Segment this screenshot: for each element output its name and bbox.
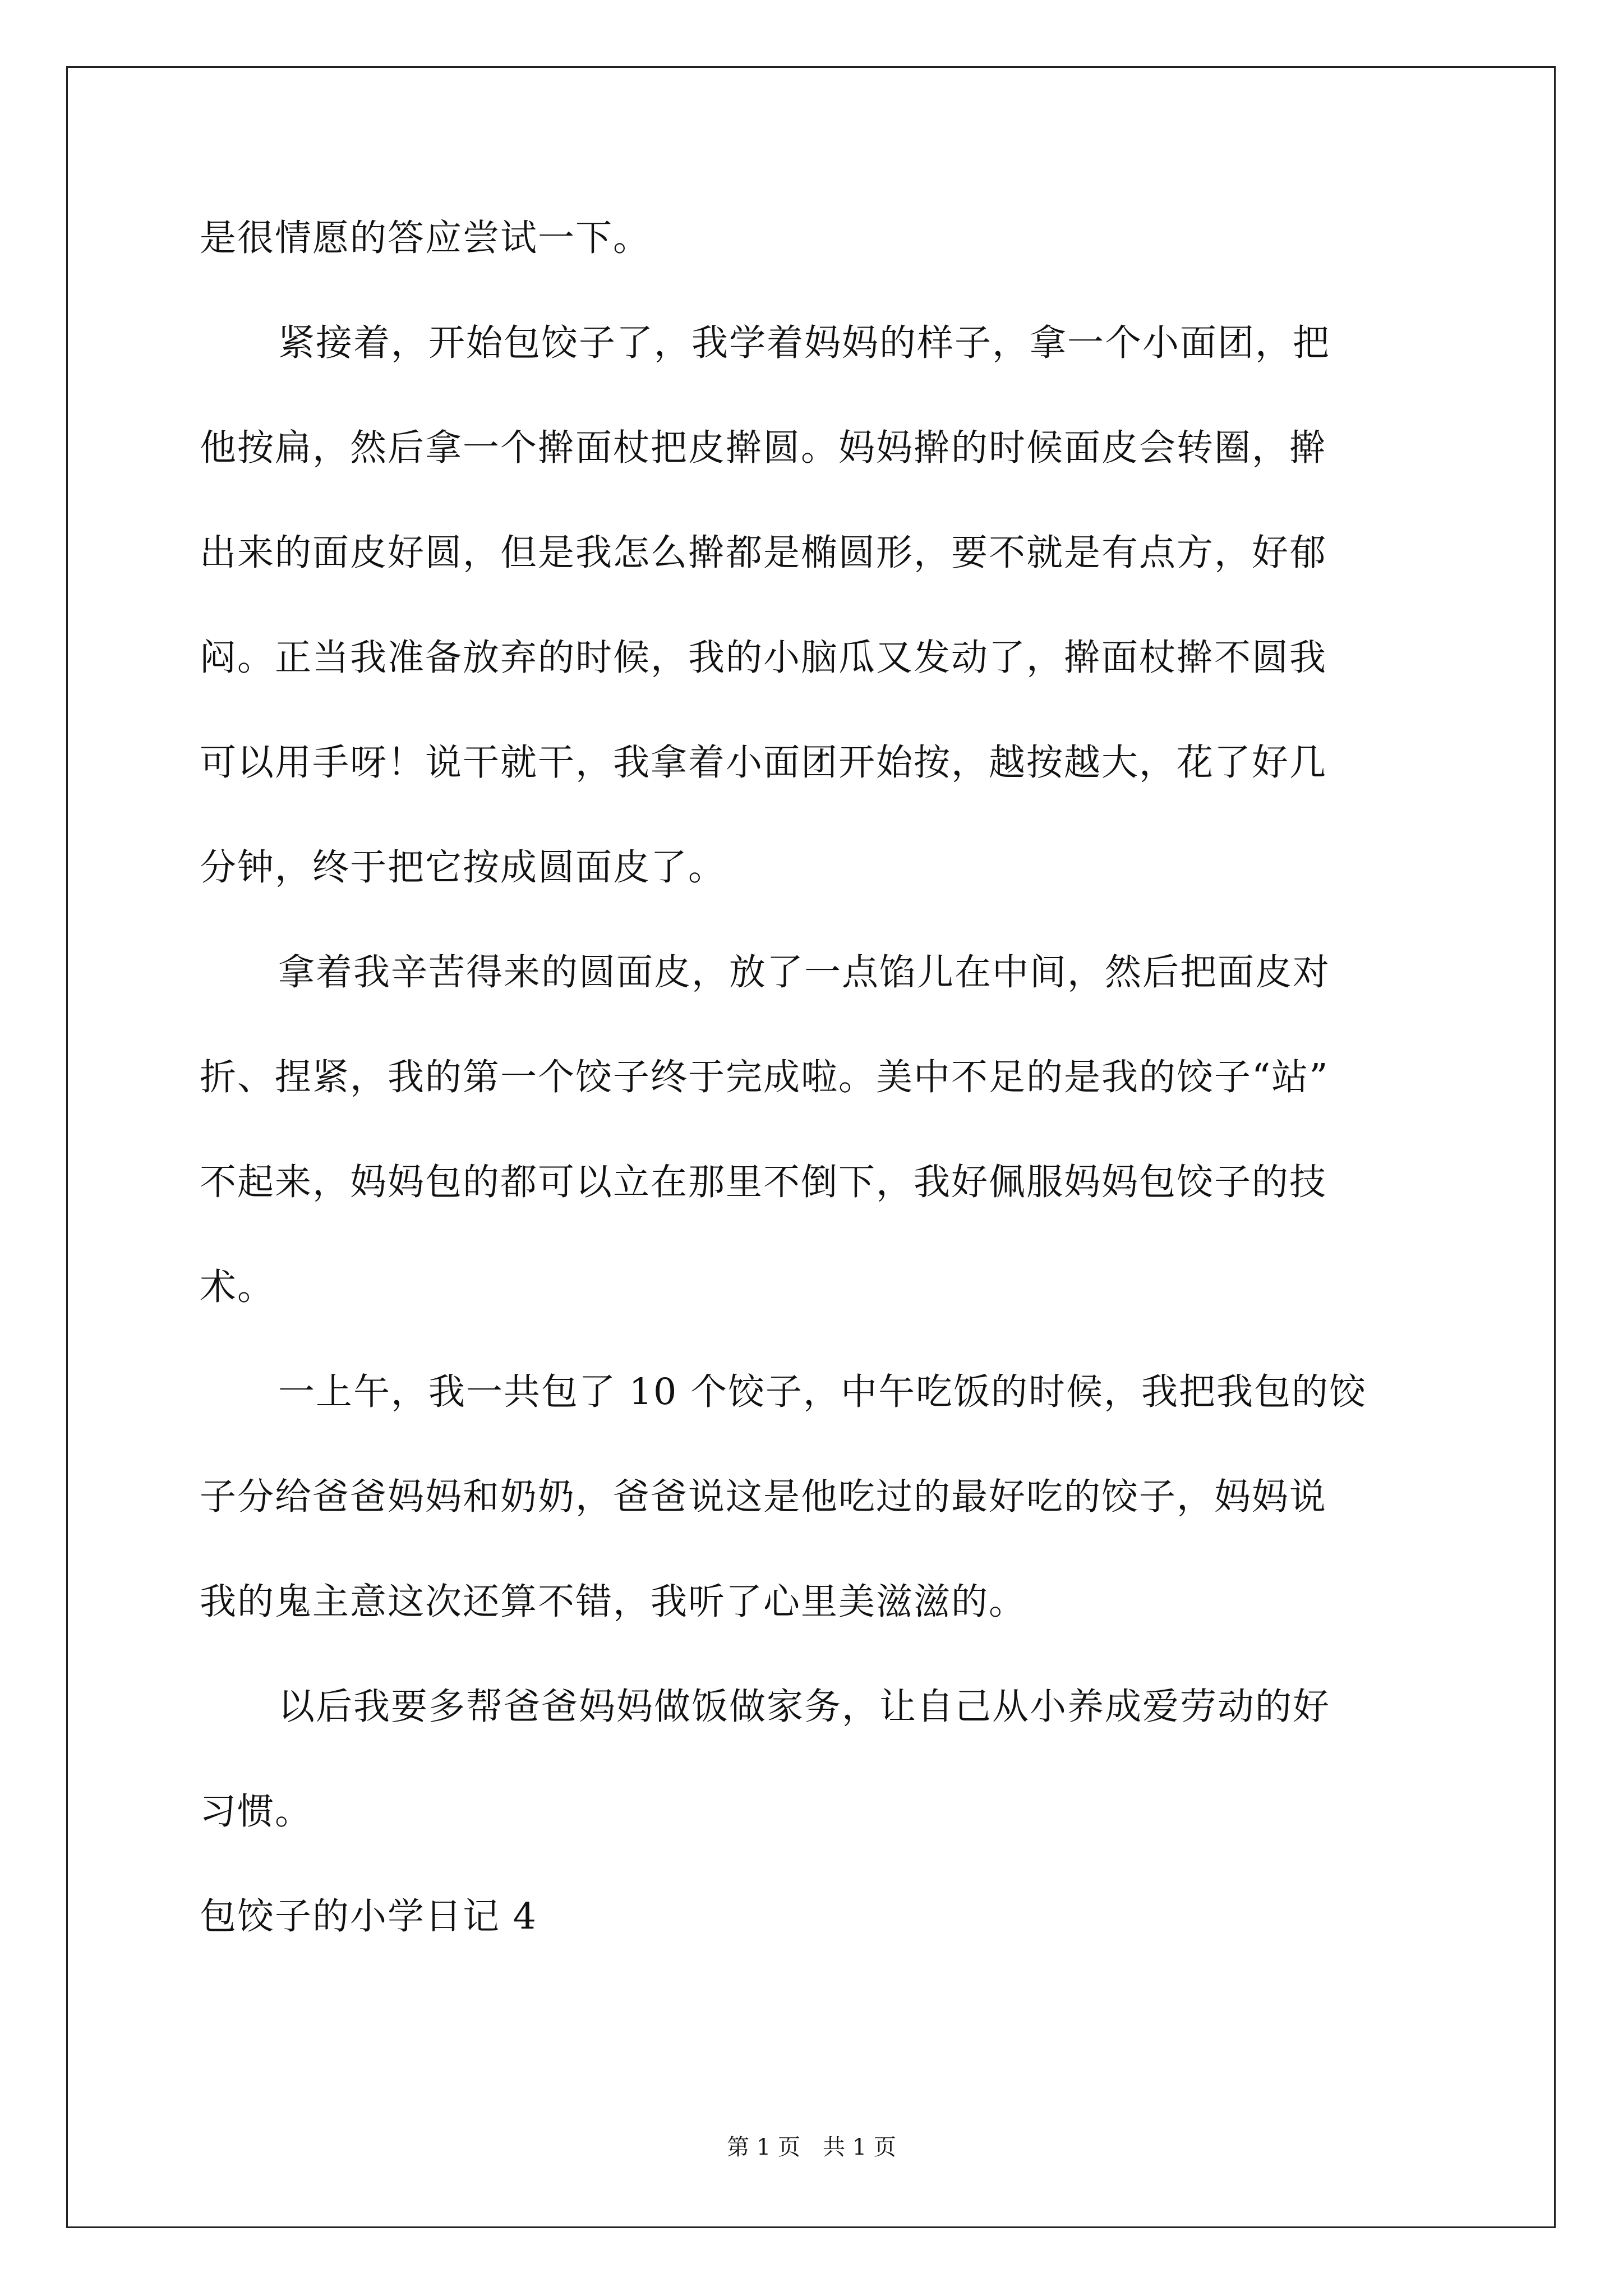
- section-heading: 包饺子的小学日记 4: [200, 1895, 538, 1938]
- document-body: [200, 217, 1433, 2003]
- text-line: 术。: [200, 1266, 275, 1308]
- text-line: 不起来，妈妈包的都可以立在那里不倒下，我好佩服妈妈包饺子的技: [200, 1161, 1327, 1203]
- text-line: 折、捏紧，我的第一个饺子终于完成啦。美中不足的是我的饺子“站”: [200, 1056, 1329, 1098]
- text-line: 我的鬼主意这次还算不错，我听了心里美滋滋的。: [200, 1581, 1027, 1623]
- text-line: 一上午，我一共包了 10 个饺子，中午吃饭的时候，我把我包的饺: [278, 1371, 1367, 1413]
- page-number-footer: 第 1 页 共 1 页: [727, 2134, 896, 2160]
- text-line: 紧接着，开始包饺子了，我学着妈妈的样子，拿一个小面团，把: [278, 322, 1331, 364]
- text-line: 他按扁，然后拿一个擀面杖把皮擀圆。妈妈擀的时候面皮会转圈，擀: [200, 427, 1327, 469]
- text-line: 子分给爸爸妈妈和奶奶，爸爸说这是他吃过的最好吃的饺子，妈妈说: [200, 1476, 1327, 1518]
- text-line: 分钟，终于把它按成圆面皮了。: [200, 846, 726, 889]
- text-line: 可以用手呀！说干就干，我拿着小面团开始按，越按越大，花了好几: [200, 742, 1327, 784]
- text-line: 出来的面皮好圆，但是我怎么擀都是椭圆形，要不就是有点方，好郁: [200, 532, 1327, 574]
- text-line: 拿着我辛苦得来的圆面皮，放了一点馅儿在中间，然后把面皮对: [278, 951, 1331, 993]
- text-line: 闷。正当我准备放弃的时候，我的小脑瓜又发动了，擀面杖擀不圆我: [200, 637, 1327, 679]
- text-line: 习惯。: [200, 1791, 313, 1833]
- text-line: 以后我要多帮爸爸妈妈做饭做家务，让自己从小养成爱劳动的好: [278, 1686, 1331, 1728]
- text-line: 是很情愿的答应尝试一下。: [200, 217, 651, 259]
